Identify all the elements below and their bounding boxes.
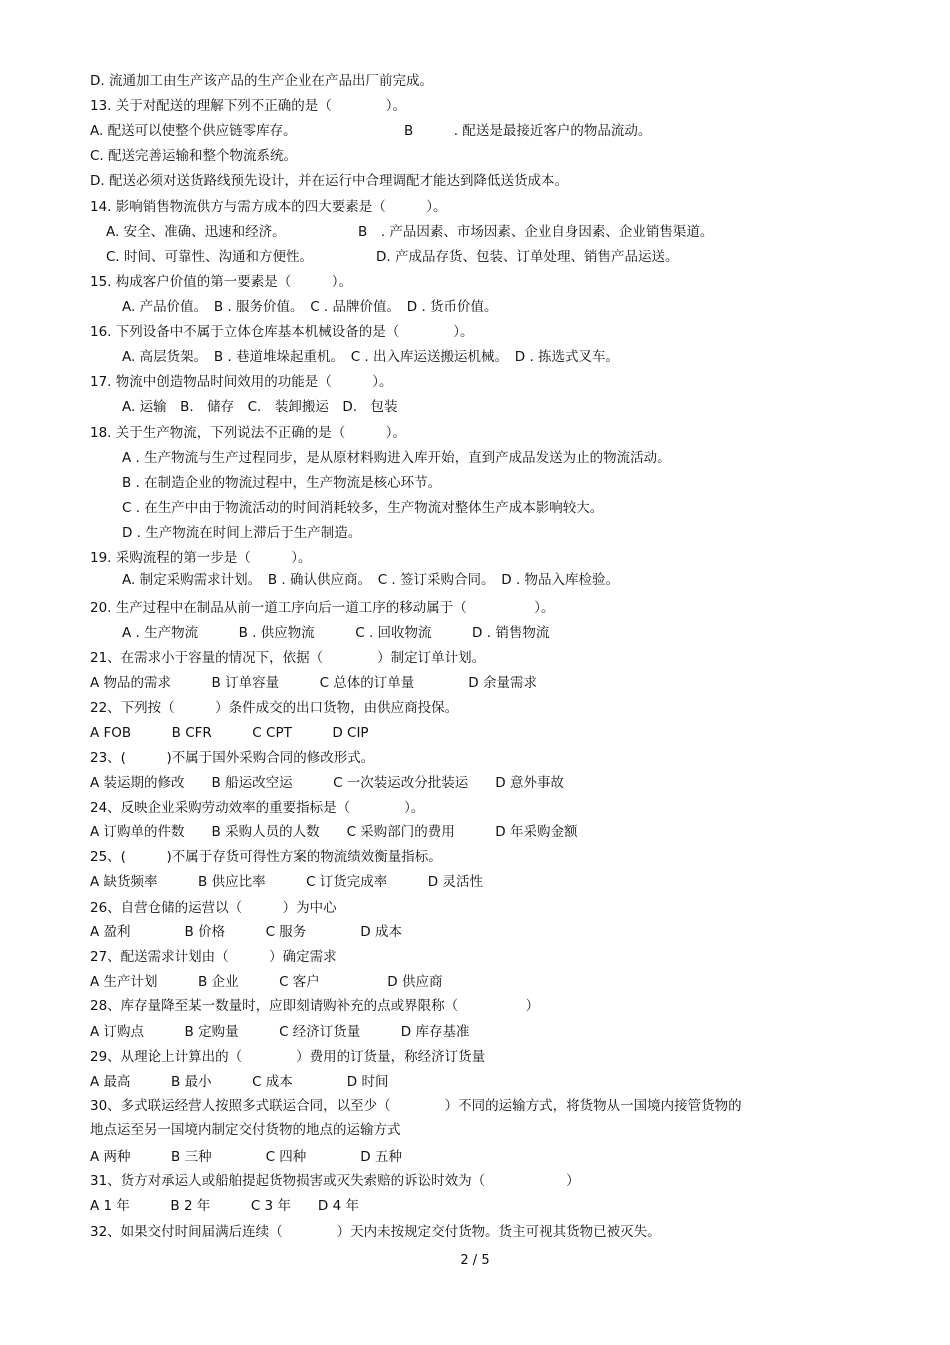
text-line: 25、( )不属于存货可得性方案的物流绩效衡量指标。 (90, 849, 442, 865)
text-line: 29、从理论上计算出的（ ）费用的订货量，称经济订货量 (90, 1049, 486, 1065)
text-line: 19. 采购流程的第一步是（ ）。 (90, 550, 312, 566)
text-line: A 订购点 B 定购量 C 经济订货量 D 库存基准 (90, 1024, 470, 1040)
text-line: B . 产品因素、市场因素、企业自身因素、企业销售渠道。 (358, 224, 714, 240)
text-line: 28、库存量降至某一数量时，应即刻请购补充的点或界限称（ ） (90, 998, 540, 1014)
text-line: D. 产成品存货、包装、订单处理、销售产品运送。 (376, 249, 679, 265)
text-line: 23、( )不属于国外采购合同的修改形式。 (90, 750, 375, 766)
text-line: 17. 物流中创造物品时间效用的功能是（ ）。 (90, 374, 393, 390)
text-line: D. 配送必须对送货路线预先设计，并在运行中合理调配才能达到降低送货成本。 (90, 173, 568, 189)
text-line: A 两种 B 三种 C 四种 D 五种 (90, 1149, 402, 1165)
text-line: 27、配送需求计划由（ ）确定需求 (90, 949, 337, 965)
text-line: 20. 生产过程中在制品从前一道工序向后一道工序的移动属于（ ）。 (90, 600, 555, 616)
page-number: 2 / 5 (460, 1253, 490, 1268)
text-line: 31、货方对承运人或船舶提起货物损害或灭失索赔的诉讼时效为（ ） (90, 1173, 580, 1189)
text-line: A 生产计划 B 企业 C 客户 D 供应商 (90, 974, 443, 990)
text-line: D. 流通加工由生产该产品的生产企业在产品出厂前完成。 (90, 73, 433, 89)
text-line: 32、如果交付时间届满后连续（ ）天内未按规定交付货物。货主可视其货物已被灭失。 (90, 1224, 661, 1240)
text-line: A 盈利 B 价格 C 服务 D 成本 (90, 924, 402, 940)
text-line: 14. 影响销售物流供方与需方成本的四大要素是（ ）。 (90, 199, 447, 215)
text-line: A . 生产物流与生产过程同步，是从原材料购进入库开始，直到产成品发送为止的物流活动。 (122, 450, 671, 466)
text-line: 24、反映企业采购劳动效率的重要指标是（ ）。 (90, 800, 425, 816)
text-line: A 缺货频率 B 供应比率 C 订货完成率 D 灵活性 (90, 874, 483, 890)
text-line: A. 高层货架。 B . 巷道堆垛起重机。 C . 出入库运送搬运机械。 D . 拣选式叉车。 (122, 349, 620, 365)
text-line: A. 运输 B. 储存 C. 装卸搬运 D. 包装 (122, 399, 398, 415)
text-line: A 订购单的件数 B 采购人员的人数 C 采购部门的费用 D 年采购金额 (90, 824, 578, 840)
text-line: 21、在需求小于容量的情况下，依据（ ）制定订单计划。 (90, 650, 486, 666)
text-line: C. 时间、可靠性、沟通和方便性。 (106, 249, 314, 265)
text-line: B . 配送是最接近客户的物品流动。 (404, 123, 652, 139)
text-line: A. 配送可以使整个供应链零库存。 (90, 123, 297, 139)
text-line: 13. 关于对配送的理解下列不正确的是（ ）。 (90, 98, 407, 114)
text-line: 22、下列按（ ）条件成交的出口货物，由供应商投保。 (90, 700, 459, 716)
text-line: B . 在制造企业的物流过程中，生产物流是核心环节。 (122, 475, 442, 491)
text-line: A 物品的需求 B 订单容量 C 总体的订单量 D 余量需求 (90, 675, 537, 691)
text-line: 26、自营仓储的运营以（ ）为中心 (90, 900, 337, 916)
text-line: A 装运期的修改 B 船运改空运 C 一次装运改分批装运 D 意外事故 (90, 775, 564, 791)
text-line: C . 在生产中由于物流活动的时间消耗较多，生产物流对整体生产成本影响较大。 (122, 500, 604, 516)
text-line: 地点运至另一国境内制定交付货物的地点的运输方式 (90, 1122, 401, 1138)
text-line: 18. 关于生产物流，下列说法不正确的是（ ）。 (90, 425, 407, 441)
text-line: A . 生产物流 B . 供应物流 C . 回收物流 D . 销售物流 (122, 625, 550, 641)
text-line: A FOB B CFR C CPT D CIP (90, 725, 369, 741)
text-line: 30、多式联运经营人按照多式联运合同，以至少（ ）不同的运输方式，将货物从一国境内接管货物的 (90, 1098, 742, 1114)
text-line: A. 安全、准确、迅速和经济。 (106, 224, 286, 240)
text-line: A. 制定采购需求计划。 B . 确认供应商。 C . 签订采购合同。 D . 物品入库检验。 (122, 572, 620, 588)
text-line: C. 配送完善运输和整个物流系统。 (90, 148, 298, 164)
text-line: A 1 年 B 2 年 C 3 年 D 4 年 (90, 1198, 360, 1214)
text-line: A. 产品价值。 B . 服务价值。 C . 品牌价值。 D . 货币价值。 (122, 299, 498, 315)
text-line: 16. 下列设备中不属于立体仓库基本机械设备的是（ ）。 (90, 324, 474, 340)
text-line: A 最高 B 最小 C 成本 D 时间 (90, 1074, 389, 1090)
text-line: 15. 构成客户价值的第一要素是（ ）。 (90, 274, 353, 290)
text-line: D . 生产物流在时间上滞后于生产制造。 (122, 525, 362, 541)
